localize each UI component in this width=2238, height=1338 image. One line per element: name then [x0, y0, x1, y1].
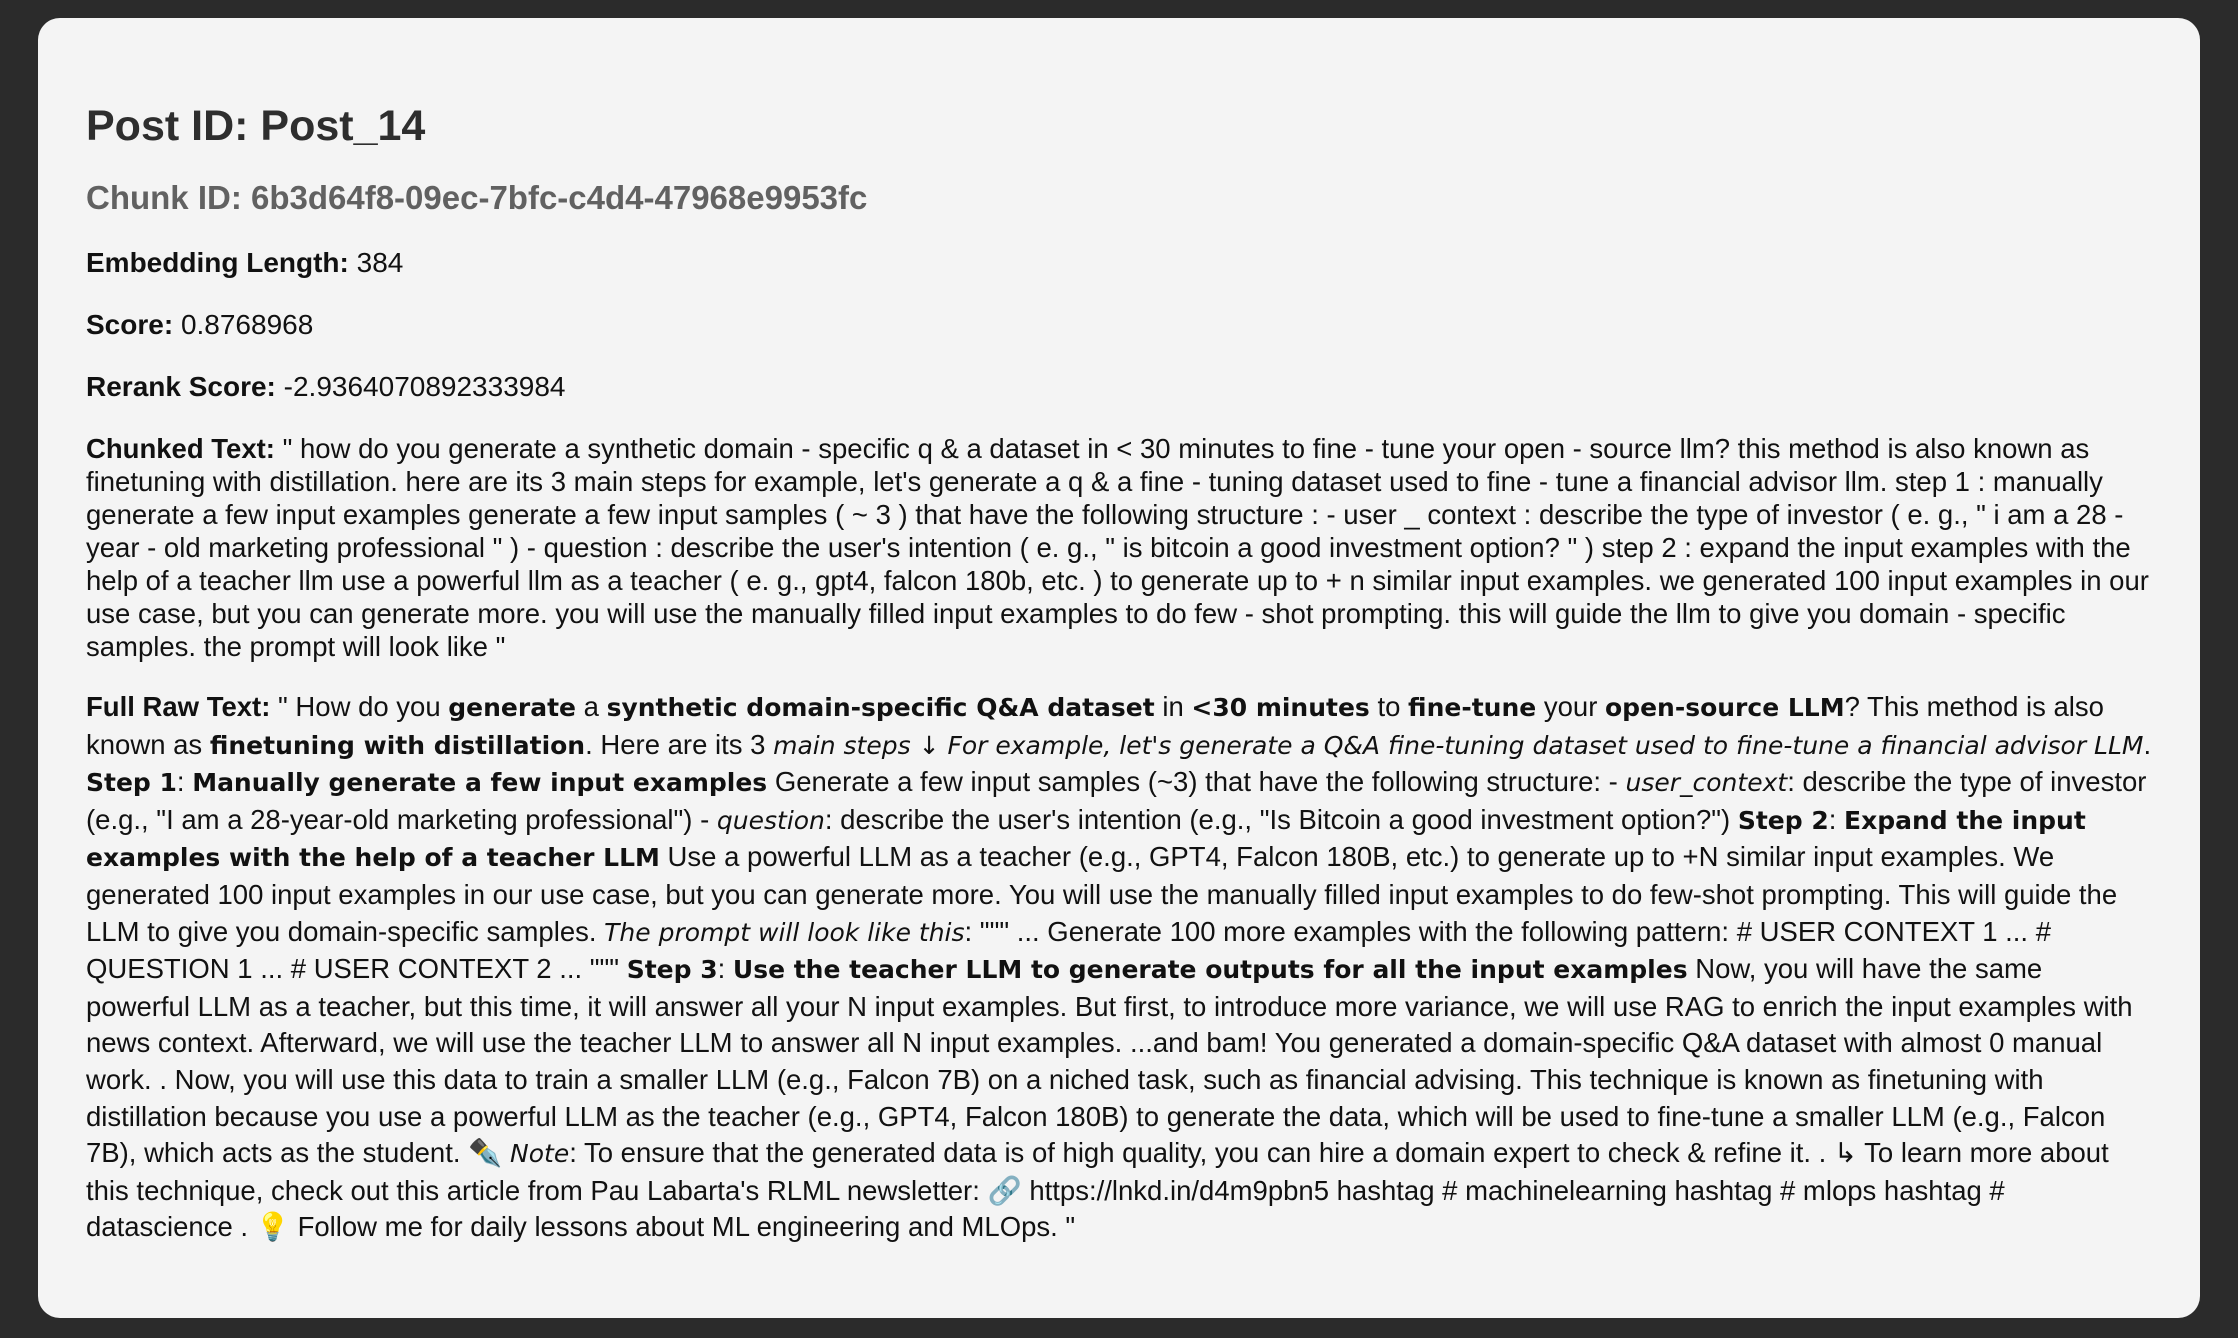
raw-text-segment: : — [1828, 803, 1845, 835]
embedding-length-row — [86, 246, 2152, 280]
raw-text-segment: : describe the type of investor (e.g., "I am a 28-year-old marketing professional") - — [86, 766, 2147, 835]
rerank-score-value: -2.9364070892333984 — [283, 371, 566, 402]
raw-text-segment: : describe the user's intention (e.g., "Is Bitcoin a good investment option?") — [824, 803, 1738, 835]
embedding-length-value: 384 — [356, 247, 404, 278]
rerank-score-row — [86, 370, 2152, 404]
embedding-length-label: Embedding Length: — [86, 247, 349, 278]
raw-text-italic: The prompt will look like this — [604, 917, 965, 947]
rerank-score-label: Rerank Score: — [86, 371, 276, 402]
score-label: Score: — [86, 309, 174, 340]
raw-text-segment: : — [717, 953, 733, 985]
raw-text-bold: open-source LLM — [1605, 693, 1845, 722]
raw-text-italic: user_context — [1625, 768, 1788, 798]
raw-text-bold: finetuning with distillation — [209, 730, 586, 760]
score-row — [86, 308, 2152, 342]
chunk-id-heading: Chunk ID: 6b3d64f8-09ec-7bfc-c4d4-47968e9953fc — [86, 179, 868, 216]
raw-text-segment: in — [1154, 691, 1192, 722]
raw-text-segment: . Here are its 3 — [585, 728, 774, 760]
raw-text-bold: fine-tune — [1408, 693, 1537, 722]
full-raw-text-label: Full Raw Text: — [86, 691, 271, 722]
raw-text-bold: Expand the input examples with the help of a teacher LLM — [86, 805, 2086, 873]
raw-text-italic: question — [716, 805, 825, 835]
raw-text-bold: Manually generate a few input examples — [192, 768, 768, 798]
chunked-text — [86, 432, 2152, 663]
raw-text-bold: Step 3 — [626, 955, 718, 985]
raw-text-segment: Generate a few input samples (~3) that have the following structure: - — [767, 766, 1626, 798]
raw-text-segment: . — [2143, 728, 2152, 760]
chunked-text-body: " how do you generate a synthetic domain - specific q & a dataset in < 30 minutes to fine - tune your open - source llm? this method is also known as finetuning with distillation. here are its 3 main steps for example, let's generate a q & a fine - tuning dataset used to fine - tune a financial advisor llm. step 1 : manually generate a few input examples generate a few input samples ( ~ 3 ) that have the following structure : - user _ context : describe the type of investor ( e. g., " i am a 28 - year - old marketing professional " ) - question : describe the user's intention ( e. g., " is bitcoin a good investment option? " ) step 2 : expand the input examples with the help of a teacher llm use a powerful llm as a teacher ( e. g., gpt4, falcon 180b, etc. ) to generate up to + n similar input examples. we generated 100 input examples in our use case, but you can generate more. you will use the manually filled input examples to do few - shot prompting. this will guide the llm to give you domain - specific samples. the prompt will look like " — [86, 433, 2149, 662]
raw-text-segment: " How do you — [270, 691, 449, 722]
raw-text-segment: : To ensure that the generated data is of high quality, you can hire a domain expert to check & refine it. . ↳ To learn more about this technique, check out this article from Pau Labarta's RLML newsletter: 🔗 https://lnkd.in/d4m9pbn5 hashtag # machinelearning hashtag # mlops hashtag # datascience . 💡 Follow me for daily lessons about ML engineering and MLOps. " — [86, 1137, 2109, 1243]
raw-text-segment: : — [176, 766, 193, 798]
raw-text-bold: generate — [448, 693, 576, 722]
raw-text-segment: a — [576, 691, 607, 722]
score-value: 0.8768968 — [180, 309, 314, 340]
raw-text-segment: ? This method is also known as — [86, 691, 2104, 760]
raw-text-segment: Now, you will have the same powerful LLM as a teacher, but this time, it will answer all your N input examples. But first, to introduce more variance, we will use RAG to enrich the input examples with news context. Afterward, we will use the teacher LLM to answer all N input examples. ...and bam! You generated a domain-specific Q&A dataset with almost 0 manual work. . Now, you will use this data to train a smaller LLM (e.g., Falcon 7B) on a niched task, such as financial advising. This technique is known as finetuning with distillation because you use a powerful LLM as the teacher (e.g., GPT4, Falcon 180B) to generate the data, which will be used to fine-tune a smaller LLM (e.g., Falcon 7B), which acts as the student. ✒️ — [86, 953, 2133, 1169]
raw-text-segment: to — [1369, 691, 1409, 722]
post-id-heading: Post ID: Post_14 — [86, 102, 426, 150]
raw-text-bold: Use the teacher LLM to generate outputs for all the input examples — [732, 955, 1688, 985]
raw-text-segment: your — [1536, 691, 1605, 722]
result-card — [38, 18, 2200, 1318]
raw-text-bold: Step 1 — [86, 768, 177, 798]
raw-text-segment: : """ ... Generate 100 more examples with the following pattern: # USER CONTEXT 1 ... # QUESTION 1 ... # USER CONTEXT 2 ... """ — [86, 915, 2052, 985]
raw-text-italic: Note — [510, 1139, 570, 1169]
full-raw-text — [86, 689, 2152, 1246]
raw-text-italic: main steps ↓ For example, let's generate a Q&A fine-tuning dataset used to fine-tune a financial advisor LLM — [773, 730, 2144, 760]
chunked-text-label: Chunked Text: — [86, 433, 275, 464]
raw-text-segment: Use a powerful LLM as a teacher (e.g., GPT4, Falcon 180B, etc.) to generate up to +N similar input examples. We generated 100 input examples in our use case, but you can generate more. You will use the manually filled input examples to do few-shot prompting. This will guide the LLM to give you domain-specific samples. — [86, 841, 2118, 947]
raw-text-bold: synthetic domain-specific Q&A dataset — [606, 693, 1155, 722]
raw-text-bold: Step 2 — [1737, 805, 1829, 835]
raw-text-bold: <30 minutes — [1191, 693, 1370, 722]
